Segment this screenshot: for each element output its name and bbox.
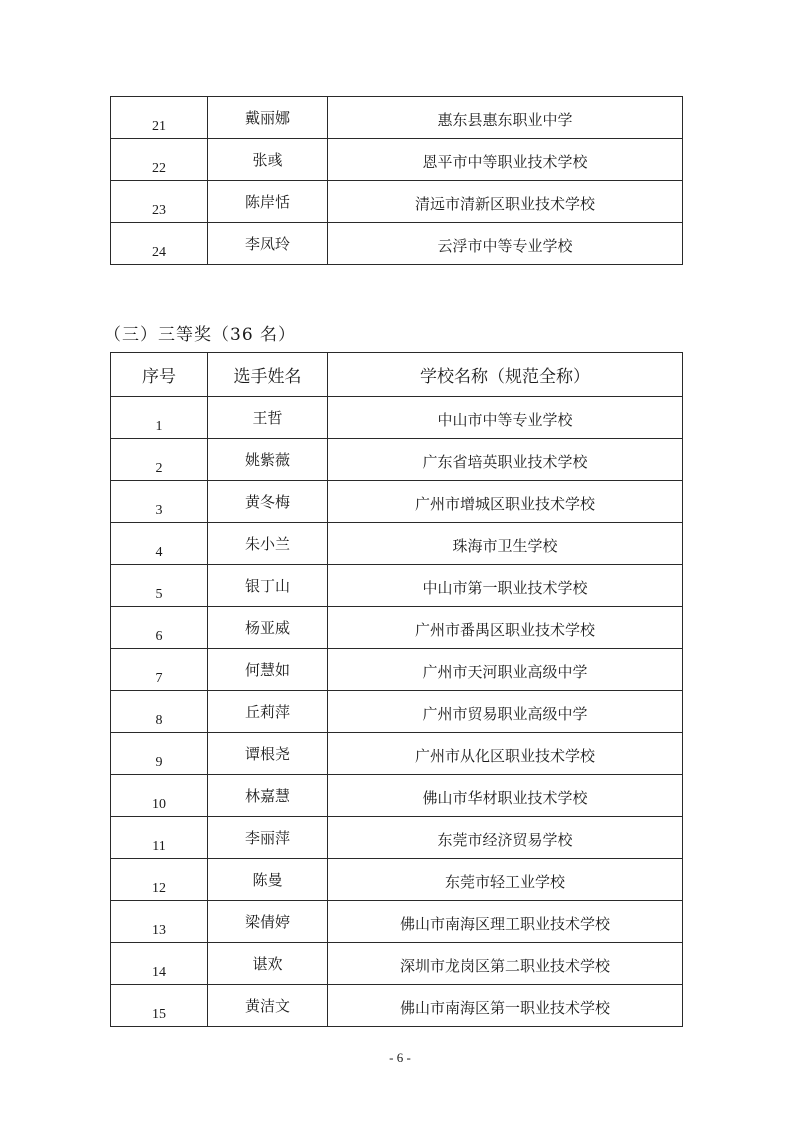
row-number: 21 bbox=[111, 97, 208, 139]
table-header-row bbox=[111, 353, 683, 397]
school-name: 广东省培英职业技术学校 bbox=[328, 439, 683, 481]
school-name: 广州市增城区职业技术学校 bbox=[328, 481, 683, 523]
contestant-name: 朱小兰 bbox=[208, 523, 328, 565]
table-row bbox=[111, 901, 683, 943]
row-number: 7 bbox=[111, 649, 208, 691]
header-number: 序号 bbox=[111, 353, 208, 397]
section-title-third-prize: （三）三等奖（36 名） bbox=[104, 325, 297, 345]
row-number: 2 bbox=[111, 439, 208, 481]
table-row bbox=[111, 859, 683, 901]
contestant-name: 王哲 bbox=[208, 397, 328, 439]
school-name: 广州市从化区职业技术学校 bbox=[328, 733, 683, 775]
contestant-name: 李丽萍 bbox=[208, 817, 328, 859]
contestant-name: 丘莉萍 bbox=[208, 691, 328, 733]
row-number: 5 bbox=[111, 565, 208, 607]
contestant-name: 谌欢 bbox=[208, 943, 328, 985]
table-row bbox=[111, 775, 683, 817]
school-name: 恩平市中等职业技术学校 bbox=[328, 139, 683, 181]
contestant-name: 黄冬梅 bbox=[208, 481, 328, 523]
row-number: 15 bbox=[111, 985, 208, 1027]
school-name: 广州市番禺区职业技术学校 bbox=[328, 607, 683, 649]
contestant-name: 银丁山 bbox=[208, 565, 328, 607]
school-name: 惠东县惠东职业中学 bbox=[328, 97, 683, 139]
contestant-name: 戴丽娜 bbox=[208, 97, 328, 139]
contestant-name: 陈曼 bbox=[208, 859, 328, 901]
contestant-name: 林嘉慧 bbox=[208, 775, 328, 817]
school-name: 珠海市卫生学校 bbox=[328, 523, 683, 565]
school-name: 东莞市轻工业学校 bbox=[328, 859, 683, 901]
school-name: 广州市天河职业高级中学 bbox=[328, 649, 683, 691]
row-number: 24 bbox=[111, 223, 208, 265]
row-number: 13 bbox=[111, 901, 208, 943]
table-row bbox=[111, 565, 683, 607]
school-name: 广州市贸易职业高级中学 bbox=[328, 691, 683, 733]
school-name: 深圳市龙岗区第二职业技术学校 bbox=[328, 943, 683, 985]
table-row bbox=[111, 649, 683, 691]
contestant-name: 姚紫薇 bbox=[208, 439, 328, 481]
contestant-name: 李凤玲 bbox=[208, 223, 328, 265]
page-number: - 6 - bbox=[389, 1050, 411, 1065]
table-row bbox=[111, 439, 683, 481]
contestant-name: 陈岸恬 bbox=[208, 181, 328, 223]
contestant-name: 黄洁文 bbox=[208, 985, 328, 1027]
table-row bbox=[111, 607, 683, 649]
header-school: 学校名称（规范全称） bbox=[328, 353, 683, 397]
table-row bbox=[111, 223, 683, 265]
row-number: 4 bbox=[111, 523, 208, 565]
row-number: 11 bbox=[111, 817, 208, 859]
contestant-name: 杨亚威 bbox=[208, 607, 328, 649]
row-number: 1 bbox=[111, 397, 208, 439]
row-number: 12 bbox=[111, 859, 208, 901]
table-row bbox=[111, 481, 683, 523]
row-number: 8 bbox=[111, 691, 208, 733]
table-row bbox=[111, 181, 683, 223]
contestant-name: 何慧如 bbox=[208, 649, 328, 691]
row-number: 3 bbox=[111, 481, 208, 523]
row-number: 10 bbox=[111, 775, 208, 817]
table-row bbox=[111, 817, 683, 859]
row-number: 6 bbox=[111, 607, 208, 649]
table-row bbox=[111, 523, 683, 565]
row-number: 22 bbox=[111, 139, 208, 181]
table-row bbox=[111, 691, 683, 733]
school-name: 佛山市华材职业技术学校 bbox=[328, 775, 683, 817]
contestant-name: 张彧 bbox=[208, 139, 328, 181]
school-name: 云浮市中等专业学校 bbox=[328, 223, 683, 265]
third-prize-table bbox=[110, 352, 683, 1027]
table-row bbox=[111, 985, 683, 1027]
school-name: 中山市中等专业学校 bbox=[328, 397, 683, 439]
school-name: 佛山市南海区理工职业技术学校 bbox=[328, 901, 683, 943]
table-row bbox=[111, 397, 683, 439]
school-name: 东莞市经济贸易学校 bbox=[328, 817, 683, 859]
header-name: 选手姓名 bbox=[208, 353, 328, 397]
contestant-name: 谭根尧 bbox=[208, 733, 328, 775]
row-number: 23 bbox=[111, 181, 208, 223]
table-row bbox=[111, 943, 683, 985]
row-number: 9 bbox=[111, 733, 208, 775]
school-name: 佛山市南海区第一职业技术学校 bbox=[328, 985, 683, 1027]
table-row bbox=[111, 733, 683, 775]
school-name: 中山市第一职业技术学校 bbox=[328, 565, 683, 607]
table-row bbox=[111, 139, 683, 181]
table-row bbox=[111, 97, 683, 139]
school-name: 清远市清新区职业技术学校 bbox=[328, 181, 683, 223]
contestant-name: 梁倩婷 bbox=[208, 901, 328, 943]
award-table-continued bbox=[110, 96, 683, 265]
row-number: 14 bbox=[111, 943, 208, 985]
